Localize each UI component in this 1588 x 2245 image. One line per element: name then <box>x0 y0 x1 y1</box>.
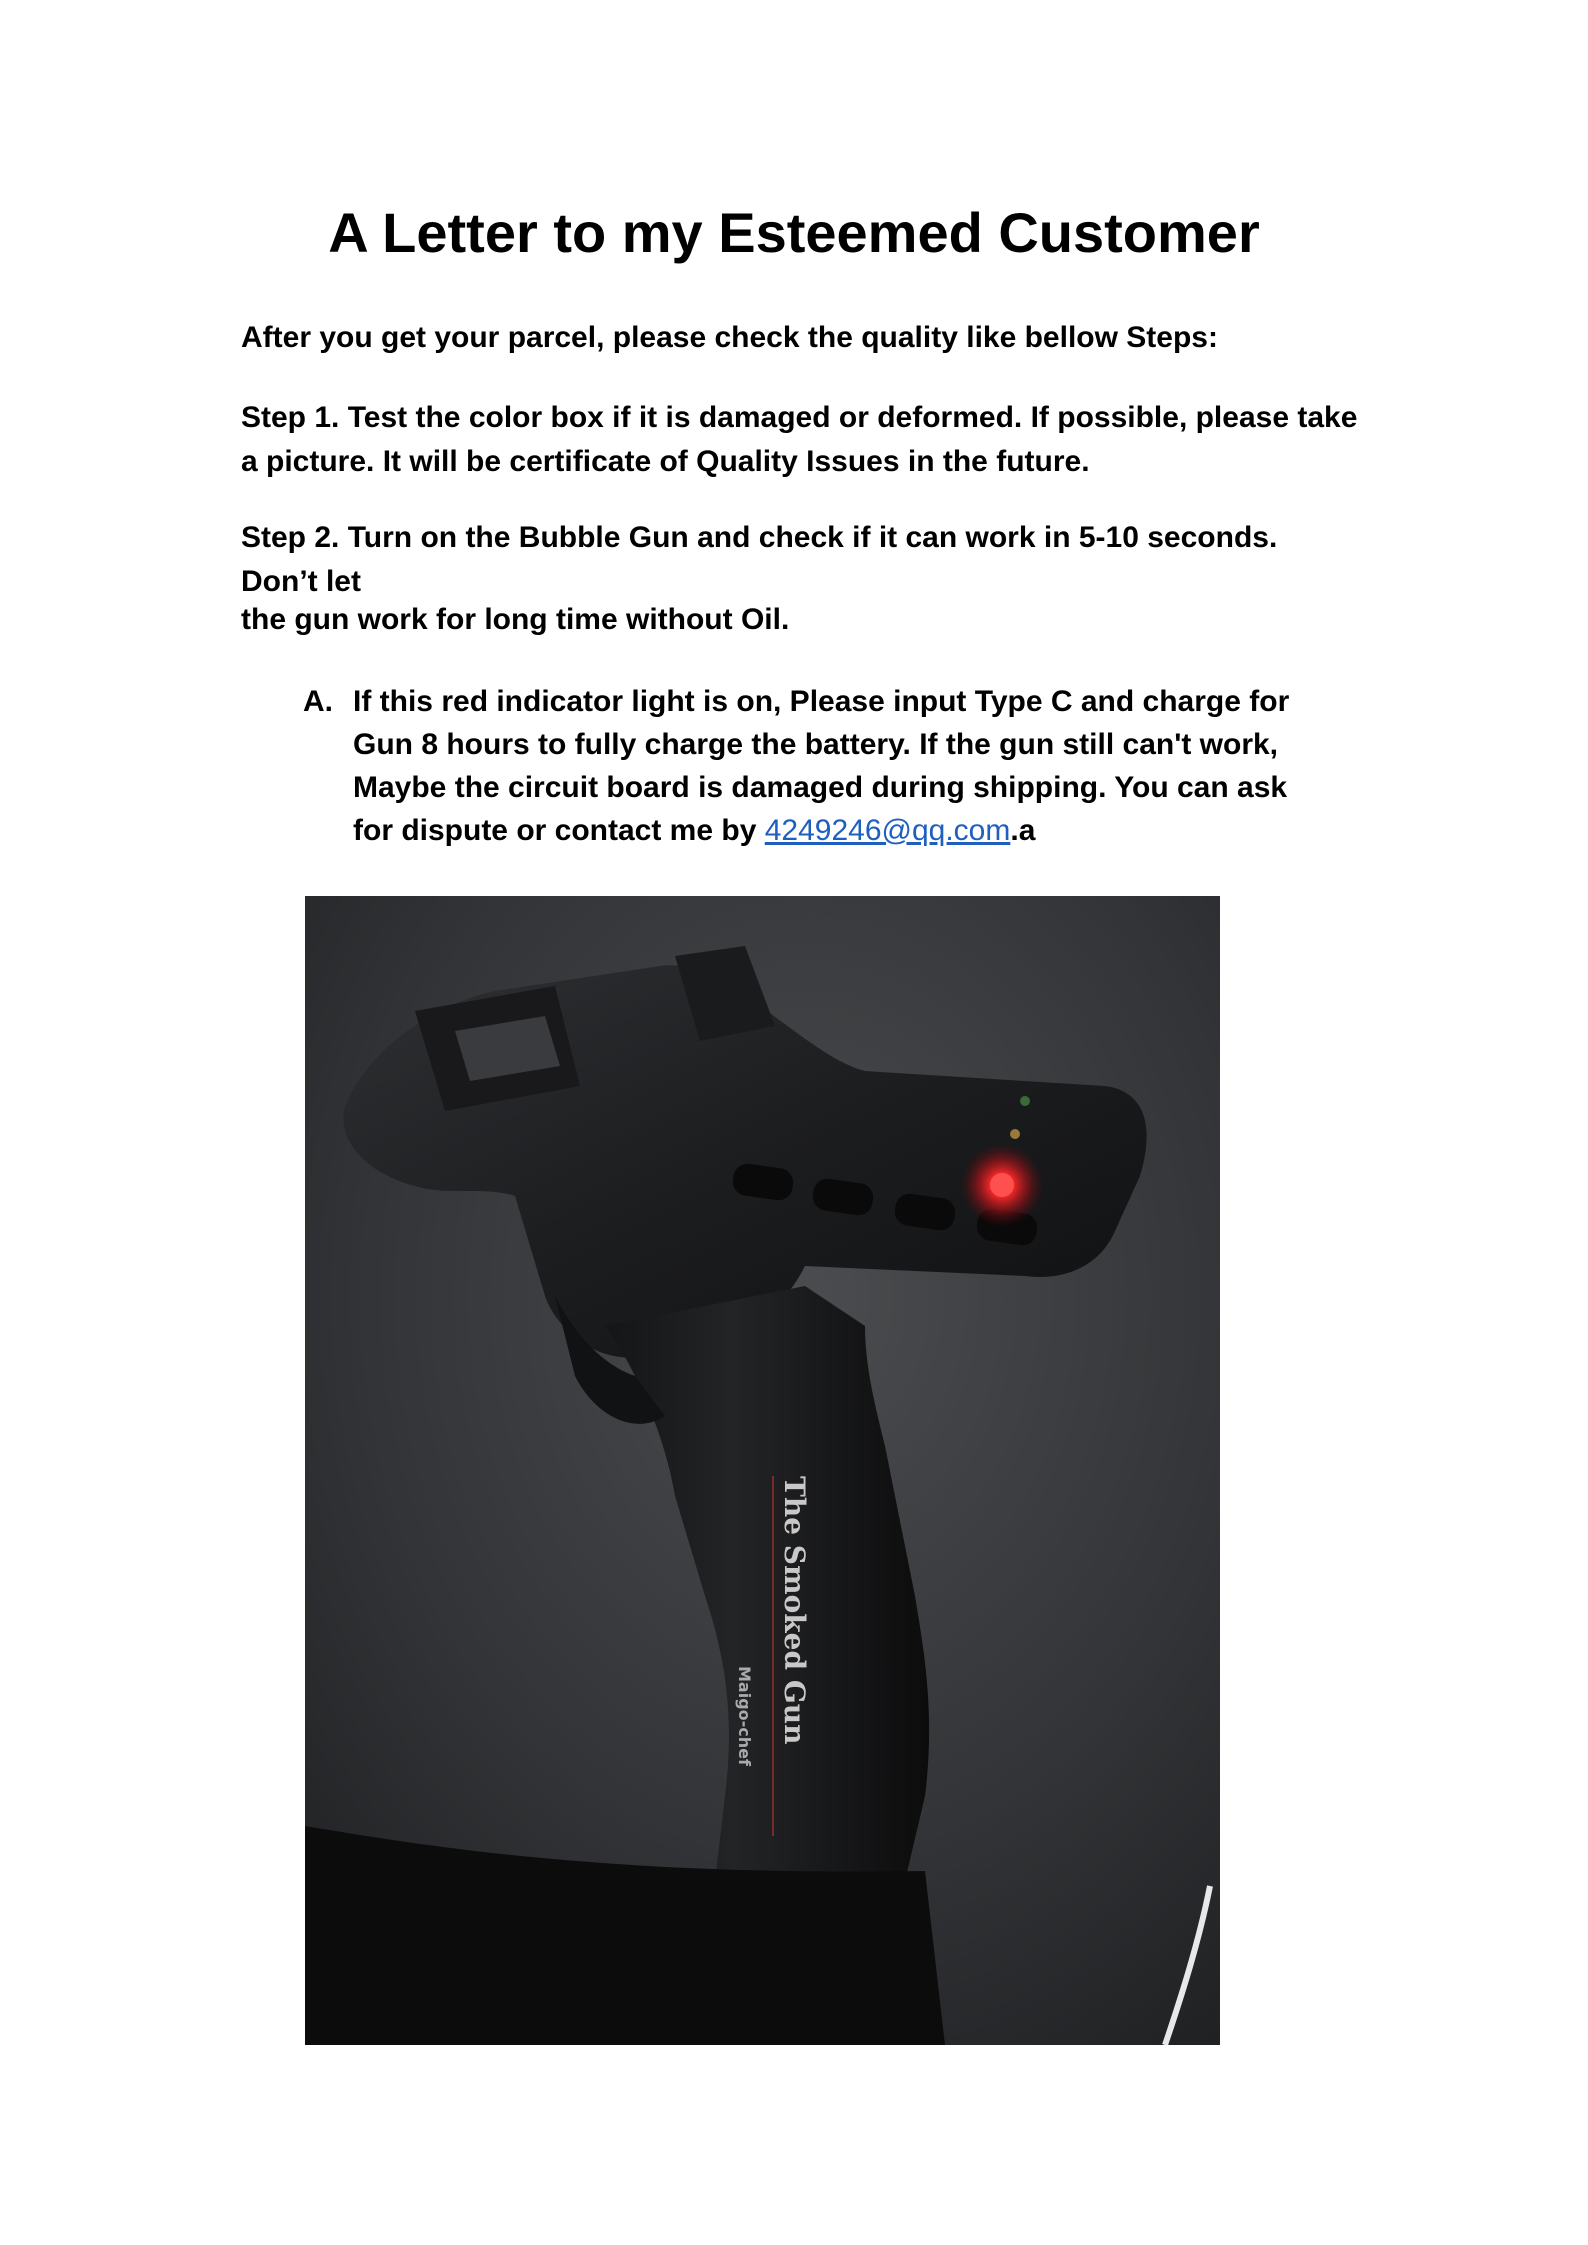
brand-label: Maigo-chef <box>735 1666 754 1766</box>
list-item-suffix: .a <box>1010 814 1036 847</box>
step2-paragraph-line2: the gun work for long time without Oil. <box>241 603 790 636</box>
product-label: The Smoked Gun <box>778 1476 811 1745</box>
amber-indicator-light <box>1010 1129 1020 1139</box>
green-indicator-light <box>1020 1096 1030 1106</box>
step2-paragraph-line1: Step 2. Turn on the Bubble Gun and check if it can work in 5-10 seconds. Don’t let <box>241 521 1278 598</box>
page-title: A Letter to my Esteemed Customer <box>328 201 1260 264</box>
intro-paragraph: After you get your parcel, please check the quality like bellow Steps: <box>241 321 1218 354</box>
email-link[interactable]: 4249246@qq.com <box>764 814 1011 847</box>
step1-paragraph: Step 1. Test the color box if it is damaged or deformed. If possible, please take a picture. It will be certificate of Quality Issues in the future. <box>241 401 1358 478</box>
list-item-text <box>353 680 1323 852</box>
product-photo <box>305 896 1220 2045</box>
list-item-body: If this red indicator light is on, Please input Type C and charge for Gun 8 hours to fully charge the battery. If the gun still can't work, Maybe the circuit board is damaged during shipping. You can ask for dispute or contact me by <box>353 685 1290 847</box>
red-indicator-light <box>990 1173 1014 1197</box>
list-marker: A. <box>303 685 333 718</box>
